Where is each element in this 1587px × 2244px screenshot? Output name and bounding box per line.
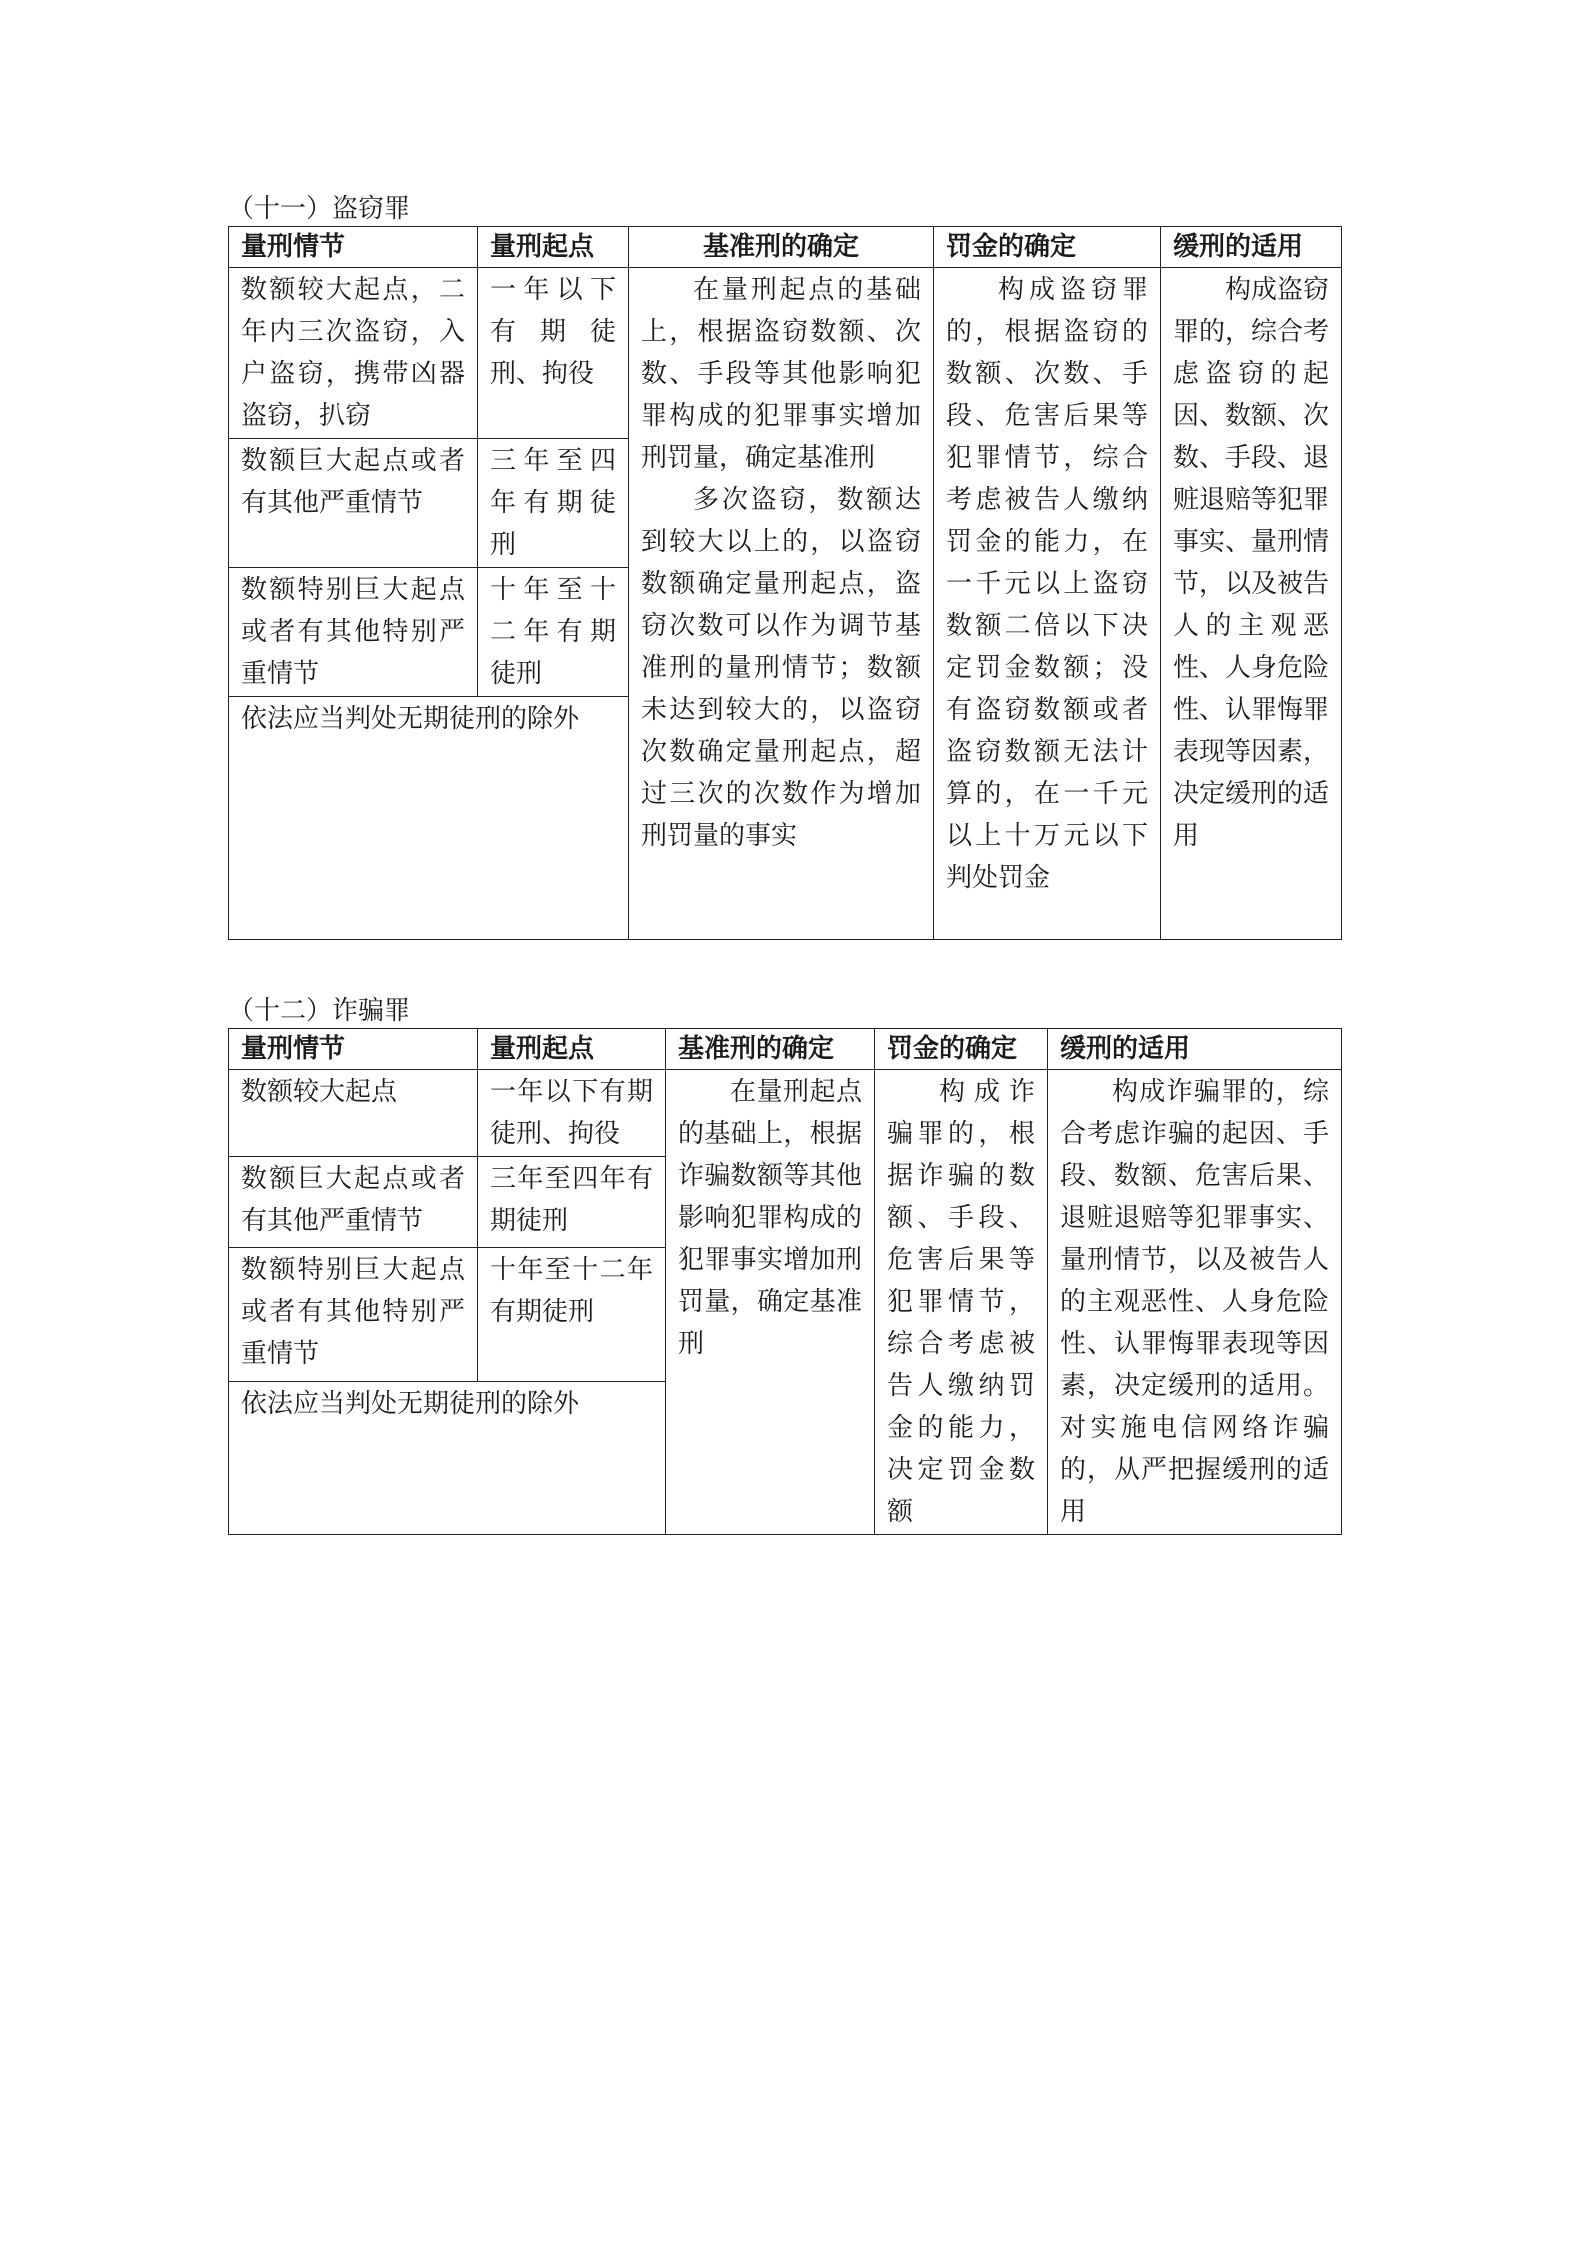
- baseline-cell: [629, 268, 934, 940]
- baseline-paragraph: 多次盗窃，数额达到较大以上的，以盗窃数额确定量刑起点，盗窃次数可以作为调节基准刑的量刑情节；数额未达到较大的，以盗窃次数确定量刑起点，超过三次的次数作为增加刑罚量的事实: [641, 485, 921, 851]
- circumstance-cell: 数额巨大起点或者有其他严重情节: [229, 1157, 478, 1248]
- section-title: （十一）盗窃罪: [228, 194, 411, 224]
- sentencing-table: [228, 226, 1342, 940]
- section-title: （十二）诈骗罪: [228, 996, 411, 1026]
- header-baseline: 基准刑的确定: [629, 227, 934, 268]
- header-fine: 罚金的确定: [934, 227, 1161, 268]
- circumstance-cell: 数额巨大起点或者有其他严重情节: [229, 439, 478, 568]
- starting-point-cell: 三年至四年有期徒刑: [478, 1157, 666, 1248]
- circumstance-cell: 数额特别巨大起点或者有其他特别严重情节: [229, 568, 478, 697]
- section-theft: [228, 192, 1342, 940]
- table-row: [229, 1070, 1342, 1157]
- baseline-cell: [666, 1070, 875, 1535]
- table-row: [229, 268, 1342, 439]
- probation-cell: 构成诈骗罪的，综合考虑诈骗的起因、手段、数额、危害后果、退赃退赔等犯罪事实、量刑情节，以及被告人的主观恶性、人身危险性、认罪悔罪表现等因素，决定缓刑的适用。对实施电信网络诈骗的，从严把握缓刑的适用: [1048, 1070, 1342, 1535]
- exception-cell: 依法应当判处无期徒刑的除外: [229, 1382, 666, 1535]
- circumstance-cell: 数额特别巨大起点或者有其他特别严重情节: [229, 1247, 478, 1381]
- table-header-row: [229, 227, 1342, 268]
- starting-point-cell: 一年以下有期徒刑、拘役: [478, 1070, 666, 1157]
- header-circumstance: 量刑情节: [229, 1029, 478, 1070]
- probation-cell: 构成盗窃罪的，综合考虑盗窃的起因、数额、次数、手段、退赃退赔等犯罪事实、量刑情节，以及被告人的主观恶性、人身危险性、认罪悔罪表现等因素，决定缓刑的适用: [1161, 268, 1342, 940]
- circumstance-cell: 数额较大起点，二年内三次盗窃，入户盗窃，携带凶器盗窃，扒窃: [229, 268, 478, 439]
- baseline-paragraph: 在量刑起点的基础上，根据诈骗数额等其他影响犯罪构成的犯罪事实增加刑罚量，确定基准刑: [678, 1077, 862, 1359]
- header-starting-point: 量刑起点: [478, 1029, 666, 1070]
- fine-cell: 构成诈骗罪的，根据诈骗的数额、手段、危害后果等犯罪情节，综合考虑被告人缴纳罚金的能力，决定罚金数额: [875, 1070, 1048, 1535]
- header-baseline: 基准刑的确定: [666, 1029, 875, 1070]
- section-fraud: [228, 994, 1342, 1535]
- fine-cell: 构成盗窃罪的，根据盗窃的数额、次数、手段、危害后果等犯罪情节，综合考虑被告人缴纳罚金的能力，在一千元以上盗窃数额二倍以下决定罚金数额；没有盗窃数额或者盗窃数额无法计算的，在一千元以上十万元以下判处罚金: [934, 268, 1161, 940]
- baseline-paragraph: 在量刑起点的基础上，根据盗窃数额、次数、手段等其他影响犯罪构成的犯罪事实增加刑罚量，确定基准刑: [641, 275, 921, 473]
- starting-point-cell: 一年以下有期徒刑、拘役: [478, 268, 629, 439]
- starting-point-cell: 十年至十二年有期徒刑: [478, 568, 629, 697]
- starting-point-cell: 三年至四年有期徒刑: [478, 439, 629, 568]
- header-circumstance: 量刑情节: [229, 227, 478, 268]
- table-header-row: [229, 1029, 1342, 1070]
- header-fine: 罚金的确定: [875, 1029, 1048, 1070]
- header-starting-point: 量刑起点: [478, 227, 629, 268]
- sentencing-table: [228, 1028, 1342, 1535]
- starting-point-cell: 十年至十二年有期徒刑: [478, 1247, 666, 1381]
- header-probation: 缓刑的适用: [1048, 1029, 1342, 1070]
- circumstance-cell: 数额较大起点: [229, 1070, 478, 1157]
- header-probation: 缓刑的适用: [1161, 227, 1342, 268]
- exception-cell: 依法应当判处无期徒刑的除外: [229, 697, 629, 940]
